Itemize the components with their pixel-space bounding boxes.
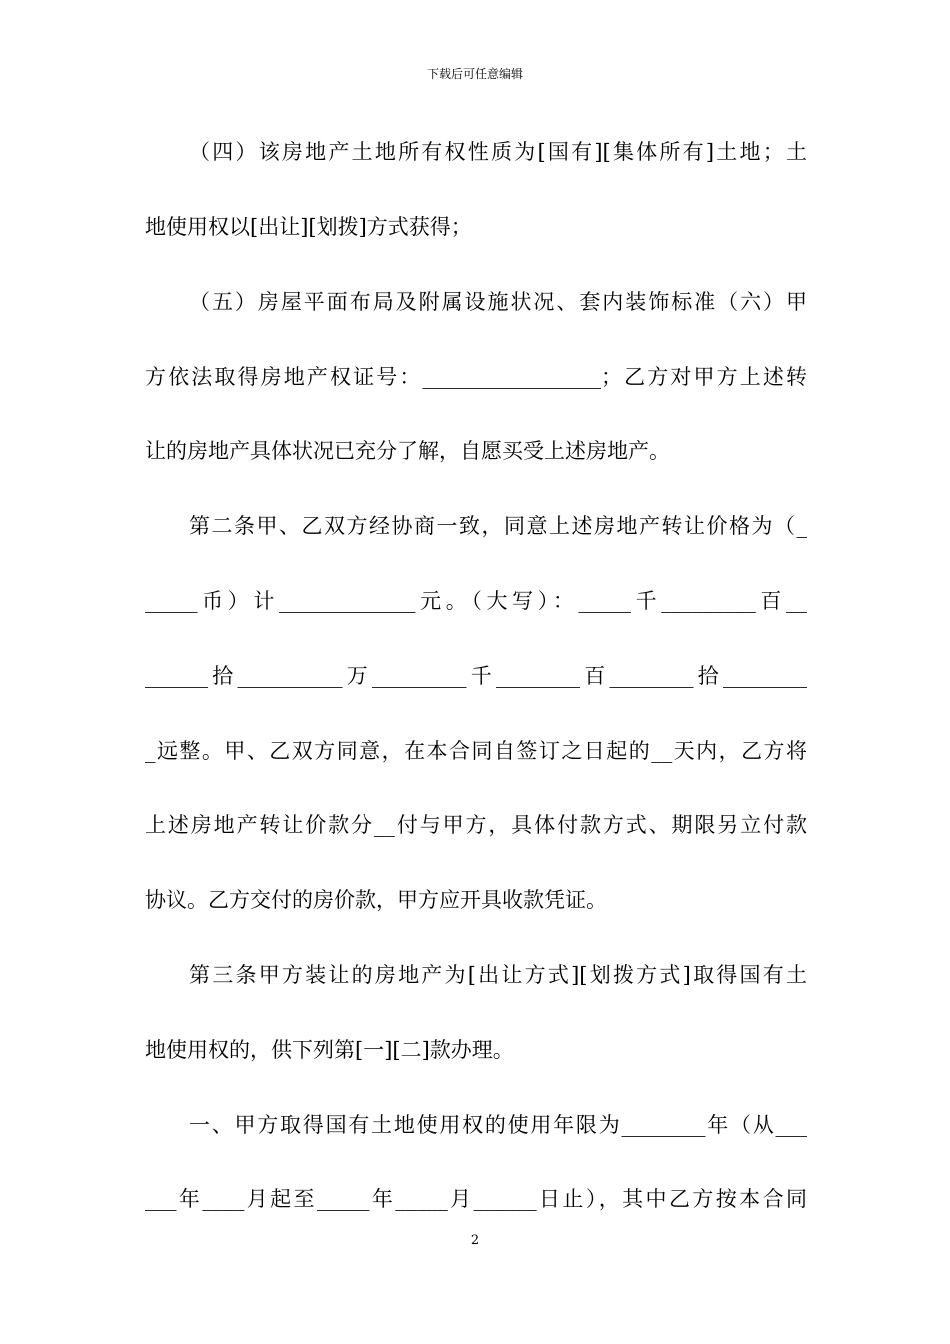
paragraph-line: ______拾__________万_________千________百________拾________ — [145, 664, 807, 688]
paragraph-line: 地使用权的，供下列第[一][二]款办理。 — [145, 1038, 514, 1062]
paragraph-line: 一、甲方取得国有土地使用权的使用年限为________年（从___ — [189, 1113, 807, 1137]
paragraph-line: （四）该房地产土地所有权性质为[国有][集体所有]土地；土 — [189, 140, 807, 164]
page-number: 2 — [470, 1233, 480, 1248]
paragraph-line: 方依法取得房地产权证号：_________________；乙方对甲方上述转 — [145, 365, 807, 389]
paragraph-line: （五）房屋平面布局及附属设施状况、套内装饰标准（六）甲 — [189, 290, 807, 314]
paragraph-line: 上述房地产转让价款分__付与甲方，具体付款方式、期限另立付款 — [145, 813, 807, 837]
paragraph-line: 地使用权以[出让][划拨]方式获得； — [145, 215, 472, 239]
paragraph-line: _____币）计_____________元。（大写）：_____千_________百__ — [145, 589, 807, 613]
paragraph-line: ___年____月起至_____年_____月______日止），其中乙方按本合同 — [145, 1187, 807, 1211]
paragraph-line: 第二条甲、乙双方经协商一致，同意上述房地产转让价格为（_ — [189, 514, 807, 538]
paragraph-line: 第三条甲方装让的房地产为[出让方式][划拨方式]取得国有土 — [189, 963, 807, 987]
page-header: 下载后可任意编辑 — [426, 67, 523, 81]
paragraph-line: _远整。甲、乙双方同意，在本合同自签订之日起的__天内，乙方将 — [145, 739, 807, 763]
paragraph-line: 让的房地产具体状况已充分了解，自愿买受上述房地产。 — [145, 439, 670, 463]
paragraph-line: 协议。乙方交付的房价款，甲方应开具收款凭证。 — [145, 888, 607, 912]
